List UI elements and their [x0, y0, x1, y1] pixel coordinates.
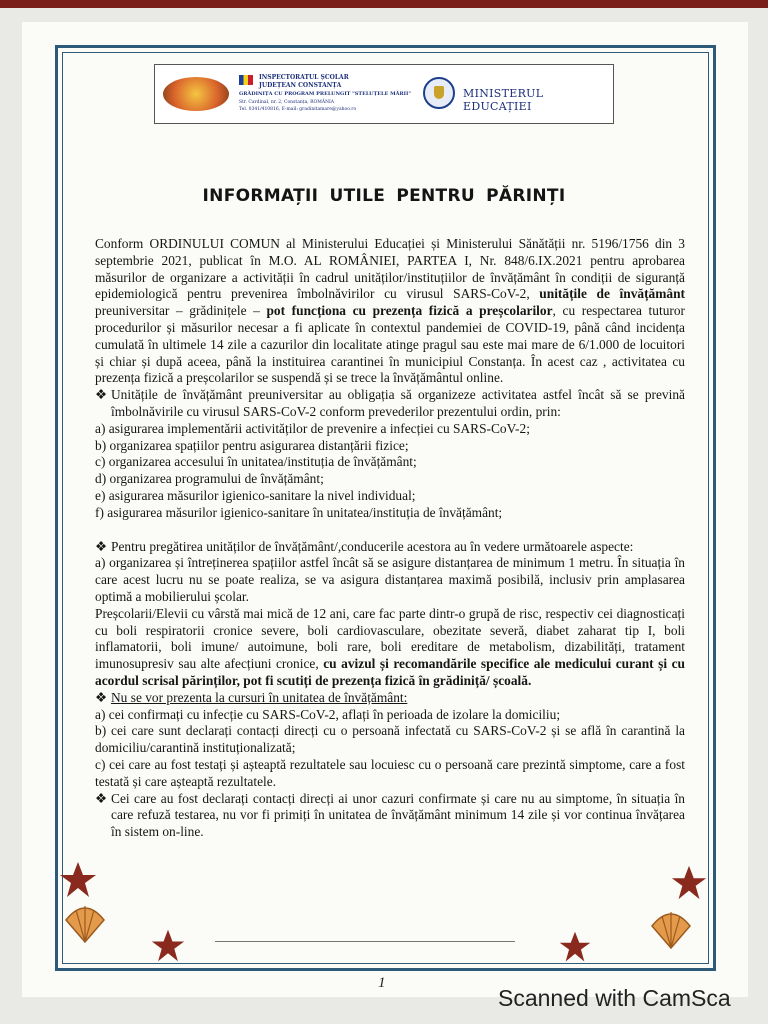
list-item: f) asigurarea măsurilor igienico-sanitare în unitatea/instituția de învățământ;	[95, 504, 503, 520]
intro-text-2: preuniversitar – grădinițele –	[95, 303, 267, 319]
section3-last-text: Cei care au fost declarați contacți direcți ai unor cazuri confirmate și care nu au simptome, în situația în care refuză testarea, nu vor fi primiți în unitatea de învățământ minimum 14 zile și vor continua învățarea în sistem on-line.	[111, 790, 685, 840]
section3-last	[95, 791, 685, 841]
list-item: a) cei confirmați cu infecție cu SARS-CoV-2, aflați în perioada de izolare la domiciliu;	[95, 706, 561, 722]
list-item: d) organizarea programului de învățământ;	[95, 471, 324, 487]
ministry-name: MINISTERUL EDUCAȚIEI	[463, 87, 544, 113]
school-address: Str. Cardinal, nr. 2, Constanța, ROMÂNIA	[239, 100, 335, 105]
school-name: GRĂDINIȚA CU PROGRAM PRELUNGIT "STELUȚELE MĂRII"	[239, 91, 411, 97]
seashell-icon	[648, 906, 694, 950]
section2-lead-text: Pentru pregătirea unităților de învățământ/,conducerile acestora au în vedere următoarele aspecte:	[111, 538, 634, 554]
starfish-icon	[150, 928, 186, 964]
list-item: a) asigurarea implementării activităților de prevenire a infecției cu SARS-CoV-2;	[95, 420, 530, 436]
scanner-watermark: Scanned with CamSca	[498, 985, 731, 1011]
intro-paragraph	[95, 236, 685, 387]
section1-lead	[95, 387, 685, 421]
list-item: c) cei care au fost testați și așteaptă rezultatele sau locuiesc cu o persoană care prezintă simptome, care a fost testată și care așteaptă rezultatele.	[95, 756, 685, 789]
top-strip	[0, 0, 768, 8]
list-item: c) organizarea accesului în unitatea/instituția de învățământ;	[95, 454, 417, 470]
intro-text-1: Conform ORDINULUI COMUN al Ministerului Educației și Ministerului Sănătății nr. 5196/1756 din 3 septembrie 2021, publicat în M.O. AL ROMÂNIEI, PARTEA I, Nr. 848/6.IX.2021 pentru aprobarea măsurilor de organizare a activității în cadrul unităților/instituțiilor de învățământ în condiții de siguranță epidemiologică pentru prevenirea îmbolnăvirilor cu virusul SARS-CoV-2,	[95, 236, 685, 302]
signature-line	[215, 941, 515, 942]
document-title: INFORMAȚII UTILE PENTRU PĂRINȚI	[202, 186, 566, 206]
starfish-icon	[670, 864, 708, 902]
intro-bold-1: unitățile de învățământ	[539, 286, 686, 302]
romania-flag-icon	[239, 75, 253, 85]
page-number: 1	[378, 975, 386, 991]
risk-paragraph	[95, 606, 685, 690]
section3-lead	[95, 690, 685, 707]
section2-item-a: a) organizarea și întreținerea spațiilor astfel încât să se asigure distanțarea de minimum 1 metru. În situația în care acest lucru nu se poate realiza, se va asigura distanțarea maximă posibilă, inclusiv prin amplasarea optimă a mobilierului școlar.	[95, 555, 685, 604]
section3-lead-text: Nu se vor prezenta la cursuri în unitatea de învățământ:	[111, 689, 408, 705]
ministry-crest-icon	[423, 77, 455, 109]
starfish-icon	[558, 930, 592, 964]
inspectorate-line1: INSPECTORATUL ȘCOLAR	[259, 74, 349, 81]
diamond-bullet-icon: ❖	[95, 387, 108, 403]
list-item: e) asigurarea măsurilor igienico-sanitare la nivel individual;	[95, 487, 416, 503]
diamond-bullet-icon: ❖	[95, 538, 108, 554]
risk-text: Preșcolarii/Elevii cu vârstă mai mică de 12 ani, care fac parte dintr-o grupă de risc, respectiv cei diagnosticați cu boli respiratorii cronice severe, boli cardiovasculare, obezitate severă, diabet zaharat tip I, boli inflamatorii, boli imune/ autoimune, boli rare, boli ereditare de metabolism, dizabilități, tratament imunosupresiv sau alte afecțiuni cronice,	[95, 605, 685, 672]
document-body	[95, 236, 685, 841]
section2-lead	[95, 539, 685, 556]
school-logo-icon	[163, 77, 229, 111]
risk-bold: cu avizul și recomandările specifice ale medicului curant și cu acordul scrisal părinților, pot fi scutiți de prezența fizică în grădiniță/ școală.	[95, 656, 686, 688]
inspectorate-line2: JUDEȚEAN CONSTANȚA	[259, 82, 342, 89]
letterhead	[154, 64, 614, 124]
list-item: b) cei care sunt declarați contacți direcți cu o persoană infectată cu SARS-CoV-2 și se află în carantină la domiciliu/carantină instituționalizată;	[95, 723, 685, 756]
diamond-bullet-icon: ❖	[95, 689, 108, 705]
intro-text-3: , cu respectarea tuturor procedurilor și măsurilor necesar a fi aplicate în contextul pandemiei de COVID-19, până când incidența cumulată în ultimele 14 zile a cazurilor din localitate atinge pragul sau este mai mare de 6/1.000 de locuitori și chiar și după aceea, până la instituirea carantinei în municipiul Constanța. În acest caz , activitatea cu prezența fizică a preșcolarilor se suspendă și se trece la învățământul online.	[95, 303, 686, 386]
starfish-icon	[58, 860, 98, 900]
diamond-bullet-icon: ❖	[95, 790, 108, 806]
section1-lead-text: Unitățile de învățământ preuniversitar au obligația să organizeze activitatea astfel încât să se prevină îmbolnăvirile cu virusul SARS-CoV-2 conform prevederilor prezentului ordin, prin:	[111, 387, 685, 419]
list-item: b) organizarea spațiilor pentru asigurarea distanțării fizice;	[95, 437, 409, 453]
intro-bold-2: pot funcționa cu prezența fizică a preșcolarilor	[266, 303, 553, 319]
seashell-icon	[62, 900, 108, 944]
school-contact: Tel. 0341/410816, E-mail: gradinitamare@yahoo.ro	[239, 107, 357, 112]
